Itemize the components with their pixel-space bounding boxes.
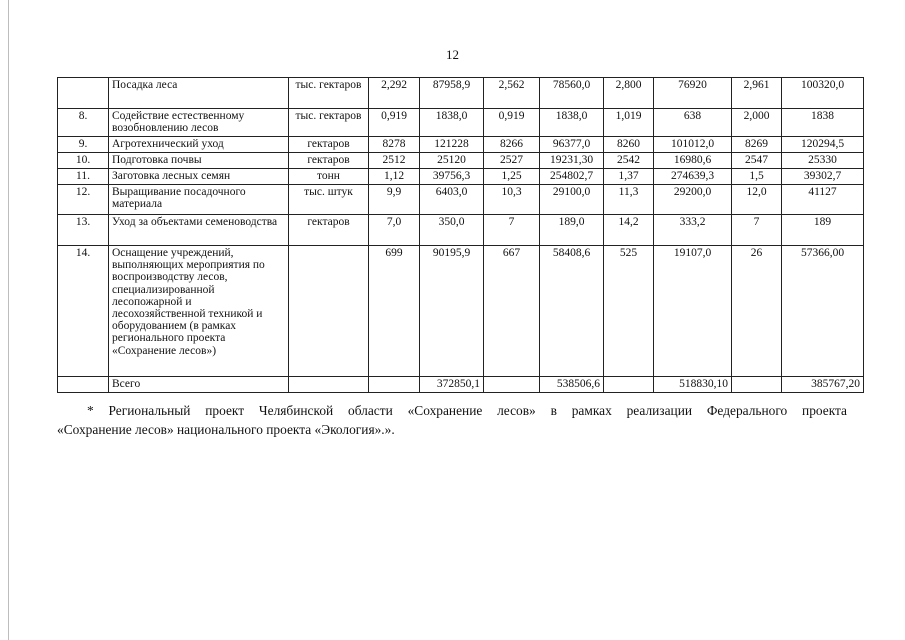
cost-year-4: 25330 [782, 153, 864, 169]
activity-name: Агротехнический уход [109, 137, 289, 153]
volume-year-4: 26 [732, 246, 782, 377]
volume-year-3: 1,37 [604, 169, 654, 185]
row-number: 8. [58, 109, 109, 137]
cost-year-3: 29200,0 [654, 185, 732, 215]
table-row [58, 137, 864, 153]
volume-year-2: 667 [484, 246, 540, 377]
volume-year-2 [484, 377, 540, 393]
volume-year-4: 2,000 [732, 109, 782, 137]
volume-year-3: 525 [604, 246, 654, 377]
cost-year-3: 76920 [654, 78, 732, 109]
cost-year-2: 1838,0 [540, 109, 604, 137]
cost-year-1: 87958,9 [420, 78, 484, 109]
unit: гектаров [289, 153, 369, 169]
total-cost-year-1: 372850,1 [420, 377, 484, 393]
total-cost-year-2: 538506,6 [540, 377, 604, 393]
cost-year-3: 274639,3 [654, 169, 732, 185]
footnote-line-2: «Сохранение лесов» национального проекта «Экология».». [57, 421, 395, 437]
cost-year-3: 333,2 [654, 215, 732, 246]
cost-year-2: 189,0 [540, 215, 604, 246]
footnote [57, 402, 847, 439]
page-edge-line [8, 0, 9, 640]
volume-year-1: 0,919 [369, 109, 420, 137]
volume-year-4: 12,0 [732, 185, 782, 215]
footnote-line-1: * Региональный проект Челябинской области «Сохранение лесов» в рамках реализации Федерального проекта [87, 403, 847, 418]
unit [289, 246, 369, 377]
volume-year-1: 2,292 [369, 78, 420, 109]
cost-year-2: 254802,7 [540, 169, 604, 185]
unit: гектаров [289, 137, 369, 153]
cost-year-4: 57366,00 [782, 246, 864, 377]
cost-year-1: 121228 [420, 137, 484, 153]
cost-year-4: 41127 [782, 185, 864, 215]
volume-year-1: 9,9 [369, 185, 420, 215]
volume-year-1: 2512 [369, 153, 420, 169]
row-number [58, 78, 109, 109]
volume-year-3 [604, 377, 654, 393]
row-number: 12. [58, 185, 109, 215]
volume-year-4 [732, 377, 782, 393]
volume-year-2: 10,3 [484, 185, 540, 215]
row-number: 14. [58, 246, 109, 377]
unit: тыс. штук [289, 185, 369, 215]
volume-year-4: 7 [732, 215, 782, 246]
volume-year-2: 1,25 [484, 169, 540, 185]
total-label: Всего [109, 377, 289, 393]
cost-year-2: 96377,0 [540, 137, 604, 153]
unit: гектаров [289, 215, 369, 246]
row-number [58, 377, 109, 393]
activity-name: Оснащение учреждений, выполняющих мероприятия по воспроизводству лесов, специализированной лесопожарной и лесохозяйственной техникой и оборудованием (в рамках регионального проекта «Сохранение лесов») [109, 246, 289, 377]
activity-name: Посадка леса [109, 78, 289, 109]
cost-year-2: 29100,0 [540, 185, 604, 215]
volume-year-4: 1,5 [732, 169, 782, 185]
volume-year-4: 2547 [732, 153, 782, 169]
cost-year-4: 189 [782, 215, 864, 246]
total-cost-year-3: 518830,10 [654, 377, 732, 393]
table-row [58, 78, 864, 109]
activity-name: Подготовка почвы [109, 153, 289, 169]
volume-year-4: 2,961 [732, 78, 782, 109]
cost-year-2: 78560,0 [540, 78, 604, 109]
unit: тыс. гектаров [289, 78, 369, 109]
page-number: 12 [446, 47, 459, 62]
unit: тонн [289, 169, 369, 185]
row-number: 10. [58, 153, 109, 169]
volume-year-2: 2527 [484, 153, 540, 169]
volume-year-3: 8260 [604, 137, 654, 153]
cost-year-3: 101012,0 [654, 137, 732, 153]
cost-year-4: 1838 [782, 109, 864, 137]
table-total-row [58, 377, 864, 393]
volume-year-2: 7 [484, 215, 540, 246]
table-row [58, 185, 864, 215]
table-row [58, 109, 864, 137]
unit [289, 377, 369, 393]
volume-year-3: 1,019 [604, 109, 654, 137]
cost-year-3: 638 [654, 109, 732, 137]
cost-year-4: 100320,0 [782, 78, 864, 109]
volume-year-1: 8278 [369, 137, 420, 153]
activity-name: Выращивание посадочного материала [109, 185, 289, 215]
volume-year-2: 2,562 [484, 78, 540, 109]
cost-year-1: 25120 [420, 153, 484, 169]
volume-year-2: 0,919 [484, 109, 540, 137]
volume-year-4: 8269 [732, 137, 782, 153]
volume-year-1: 699 [369, 246, 420, 377]
activity-name: Заготовка лесных семян [109, 169, 289, 185]
volume-year-1: 1,12 [369, 169, 420, 185]
row-number: 11. [58, 169, 109, 185]
unit: тыс. гектаров [289, 109, 369, 137]
cost-year-2: 58408,6 [540, 246, 604, 377]
activity-name: Уход за объектами семеноводства [109, 215, 289, 246]
volume-year-2: 8266 [484, 137, 540, 153]
row-number: 9. [58, 137, 109, 153]
cost-year-3: 16980,6 [654, 153, 732, 169]
table-row [58, 215, 864, 246]
volume-year-1: 7,0 [369, 215, 420, 246]
cost-year-1: 39756,3 [420, 169, 484, 185]
cost-year-1: 6403,0 [420, 185, 484, 215]
table-row [58, 169, 864, 185]
table-row [58, 246, 864, 377]
volume-year-1 [369, 377, 420, 393]
cost-year-1: 350,0 [420, 215, 484, 246]
table-row [58, 153, 864, 169]
cost-year-1: 90195,9 [420, 246, 484, 377]
cost-year-1: 1838,0 [420, 109, 484, 137]
volume-year-3: 2542 [604, 153, 654, 169]
cost-year-4: 39302,7 [782, 169, 864, 185]
cost-year-2: 19231,30 [540, 153, 604, 169]
cost-year-4: 120294,5 [782, 137, 864, 153]
volume-year-3: 2,800 [604, 78, 654, 109]
cost-year-3: 19107,0 [654, 246, 732, 377]
row-number: 13. [58, 215, 109, 246]
volume-year-3: 11,3 [604, 185, 654, 215]
total-cost-year-4: 385767,20 [782, 377, 864, 393]
volume-year-3: 14,2 [604, 215, 654, 246]
activity-name: Содействие естественному возобновлению лесов [109, 109, 289, 137]
forest-activities-table [57, 77, 864, 393]
